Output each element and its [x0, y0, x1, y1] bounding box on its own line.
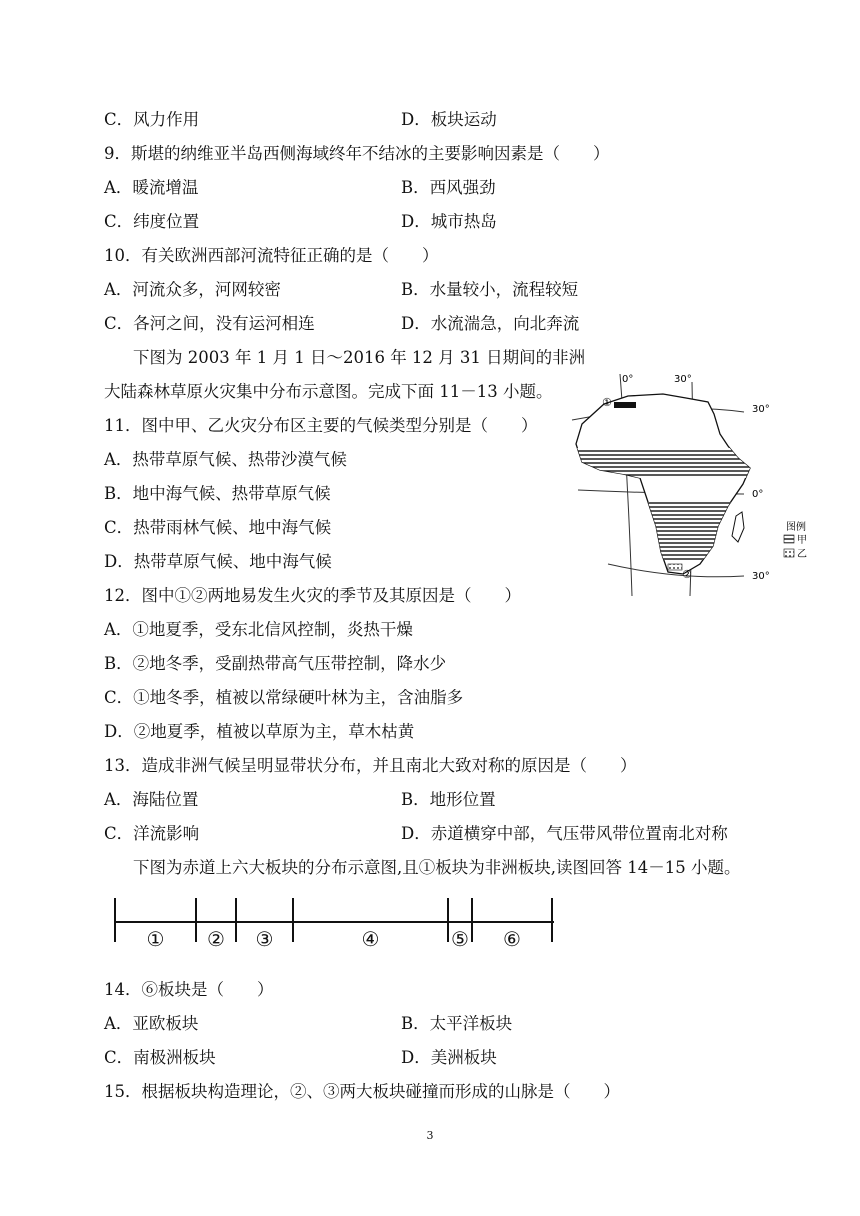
- page-number: 3: [426, 1129, 434, 1142]
- q8-option-c: C．风力作用: [104, 110, 200, 129]
- q11-option-b: B．地中海气候、热带草原气候: [104, 484, 331, 503]
- q9-option-c: C．纬度位置: [104, 212, 200, 231]
- legend-yi-swatch: [784, 549, 794, 557]
- q14-option-a: A．亚欧板块: [104, 1014, 199, 1033]
- plate-label-5: ⑤: [451, 927, 469, 951]
- plate-label-6: ⑥: [503, 927, 521, 951]
- plate-label-4: ④: [361, 927, 380, 951]
- question-9: 9．斯堪的纳维亚半岛西侧海域终年不结冰的主要影响因素是（ ）: [104, 144, 610, 163]
- question-10: 10．有关欧洲西部河流特征正确的是（ ）: [104, 246, 439, 265]
- lat-30n-label: 30°: [752, 404, 770, 415]
- q11-option-a: A．热带草原气候、热带沙漠气候: [104, 450, 347, 469]
- q12-option-c: C．①地冬季，植被以常绿硬叶林为主，含油脂多: [104, 688, 464, 707]
- question-11: 11．图中甲、乙火灾分布区主要的气候类型分别是（ ）: [104, 416, 538, 435]
- fire-zone-yi-south: [668, 564, 682, 570]
- q13-option-c: C．洋流影响: [104, 824, 200, 843]
- mark-2-label: ②: [682, 568, 692, 581]
- q12-option-d: D．②地夏季，植被以草原为主，草木枯黄: [104, 722, 415, 741]
- q9-option-b: B．西风强劲: [401, 178, 496, 197]
- q13-option-a: A．海陆位置: [104, 790, 199, 809]
- q12-option-a: A．①地夏季，受东北信风控制，炎热干燥: [104, 620, 413, 639]
- fire-zone-yi-north: [614, 402, 636, 408]
- plate-label-1: ①: [146, 927, 165, 951]
- question-14: 14．⑥板块是（ ）: [104, 980, 274, 999]
- fire-zone-jia-north: [568, 448, 758, 478]
- question-15: 15．根据板块构造理论，②、③两大板块碰撞而形成的山脉是（ ）: [104, 1082, 620, 1101]
- q13-option-b: B．地形位置: [401, 790, 496, 809]
- q10-option-c: C．各河之间，没有运河相连: [104, 314, 315, 333]
- q14-option-d: D．美洲板块: [401, 1048, 497, 1067]
- lon-30-label: 30°: [674, 374, 692, 385]
- mark-1-label: ①: [602, 396, 612, 409]
- lat-0-label: 0°: [752, 489, 764, 500]
- legend-yi-label: 乙: [797, 549, 807, 560]
- intro-14-15: 下图为赤道上六大板块的分布示意图,且①板块为非洲板块,读图回答 14－15 小题。: [133, 858, 741, 877]
- lon-0-label: 0°: [622, 374, 634, 385]
- q9-option-a: A．暖流增温: [104, 178, 199, 197]
- legend-jia-swatch: [784, 535, 794, 543]
- question-12: 12．图中①②两地易发生火灾的季节及其原因是（ ）: [104, 586, 521, 605]
- q10-option-a: A．河流众多，河网较密: [104, 280, 281, 299]
- q12-option-b: B．②地冬季，受副热带高气压带控制，降水少: [104, 654, 447, 673]
- q10-option-d: D．水流湍急，向北奔流: [401, 314, 580, 333]
- intro-11-13-line1: 下图为 2003 年 1 月 1 日～2016 年 12 月 31 日期间的非洲: [133, 348, 586, 367]
- equator-plates-diagram: [110, 894, 560, 954]
- legend-title: 图例: [786, 522, 806, 533]
- q14-option-b: B．太平洋板块: [401, 1014, 513, 1033]
- lat-30s-label: 30°: [752, 571, 770, 582]
- intro-11-13-line2: 大陆森林草原火灾集中分布示意图。完成下面 11－13 小题。: [104, 382, 553, 401]
- q13-option-d: D．赤道横穿中部，气压带风带位置南北对称: [401, 824, 728, 843]
- africa-fire-map: [568, 366, 820, 600]
- madagascar: [732, 512, 744, 542]
- plate-label-2: ②: [207, 927, 225, 951]
- q11-option-c: C．热带雨林气候、地中海气候: [104, 518, 332, 537]
- question-13: 13．造成非洲气候呈明显带状分布，并且南北大致对称的原因是（ ）: [104, 756, 637, 775]
- q11-option-d: D．热带草原气候、地中海气候: [104, 552, 332, 571]
- q14-option-c: C．南极洲板块: [104, 1048, 216, 1067]
- q8-option-d: D．板块运动: [401, 110, 497, 129]
- q10-option-b: B．水量较小，流程较短: [401, 280, 579, 299]
- fire-zone-jia-south: [568, 502, 758, 560]
- q9-option-d: D．城市热岛: [401, 212, 497, 231]
- legend-jia-label: 甲: [797, 535, 807, 546]
- plate-label-3: ③: [255, 927, 274, 951]
